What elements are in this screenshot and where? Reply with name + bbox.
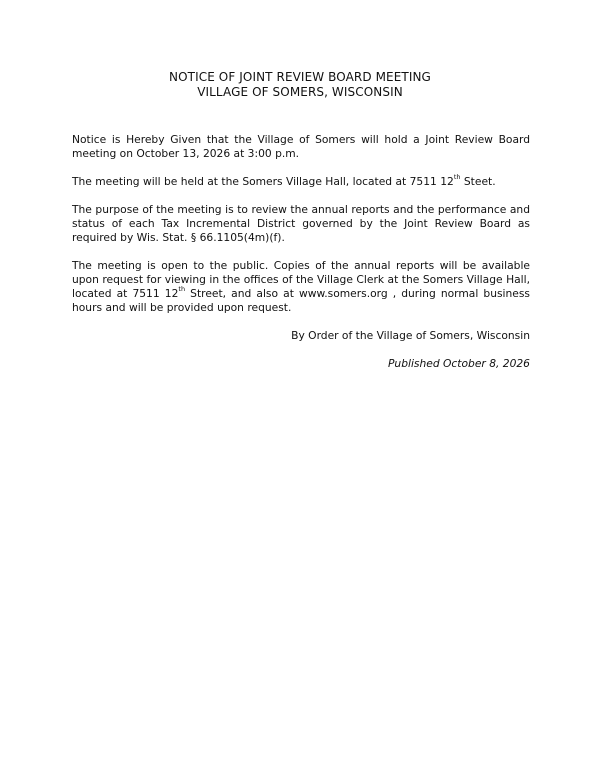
title-line-2: VILLAGE OF SOMERS, WISCONSIN xyxy=(197,85,403,99)
sign-off: By Order of the Village of Somers, Wisconsin xyxy=(291,329,530,342)
public-access-text: The meeting is open to the public. Copies of the annual reports will be available upon request for viewing in the offices of the Village Clerk at the Somers Village Hall, located at 7511 12 xyxy=(72,259,530,300)
published-date: Published October 8, 2026 xyxy=(387,357,530,370)
title-line-1: NOTICE OF JOINT REVIEW BOARD MEETING xyxy=(169,70,431,84)
location-text: The meeting will be held at the Somers Village Hall, located at 7511 12 xyxy=(72,175,454,188)
notice-body xyxy=(72,133,530,371)
meeting-location-paragraph xyxy=(72,175,530,189)
public-access-text-end: Street, and also at www.somers.org , during normal business hours and will be provided upon request. xyxy=(72,287,530,314)
ordinal-suffix: th xyxy=(453,173,461,182)
ordinal-suffix: th xyxy=(178,285,186,294)
notice-title xyxy=(0,70,600,100)
public-access-paragraph xyxy=(72,259,530,315)
meeting-purpose-paragraph: The purpose of the meeting is to review the annual reports and the performance and status of each Tax Incremental District governed by the Joint Review Board as required by Wis. Stat. § 66.1105(4m)(f). xyxy=(72,203,530,244)
location-text-end: Steet. xyxy=(460,175,496,188)
meeting-announcement-paragraph: Notice is Hereby Given that the Village of Somers will hold a Joint Review Board meeting on October 13, 2026 at 3:00 p.m. xyxy=(72,133,530,160)
